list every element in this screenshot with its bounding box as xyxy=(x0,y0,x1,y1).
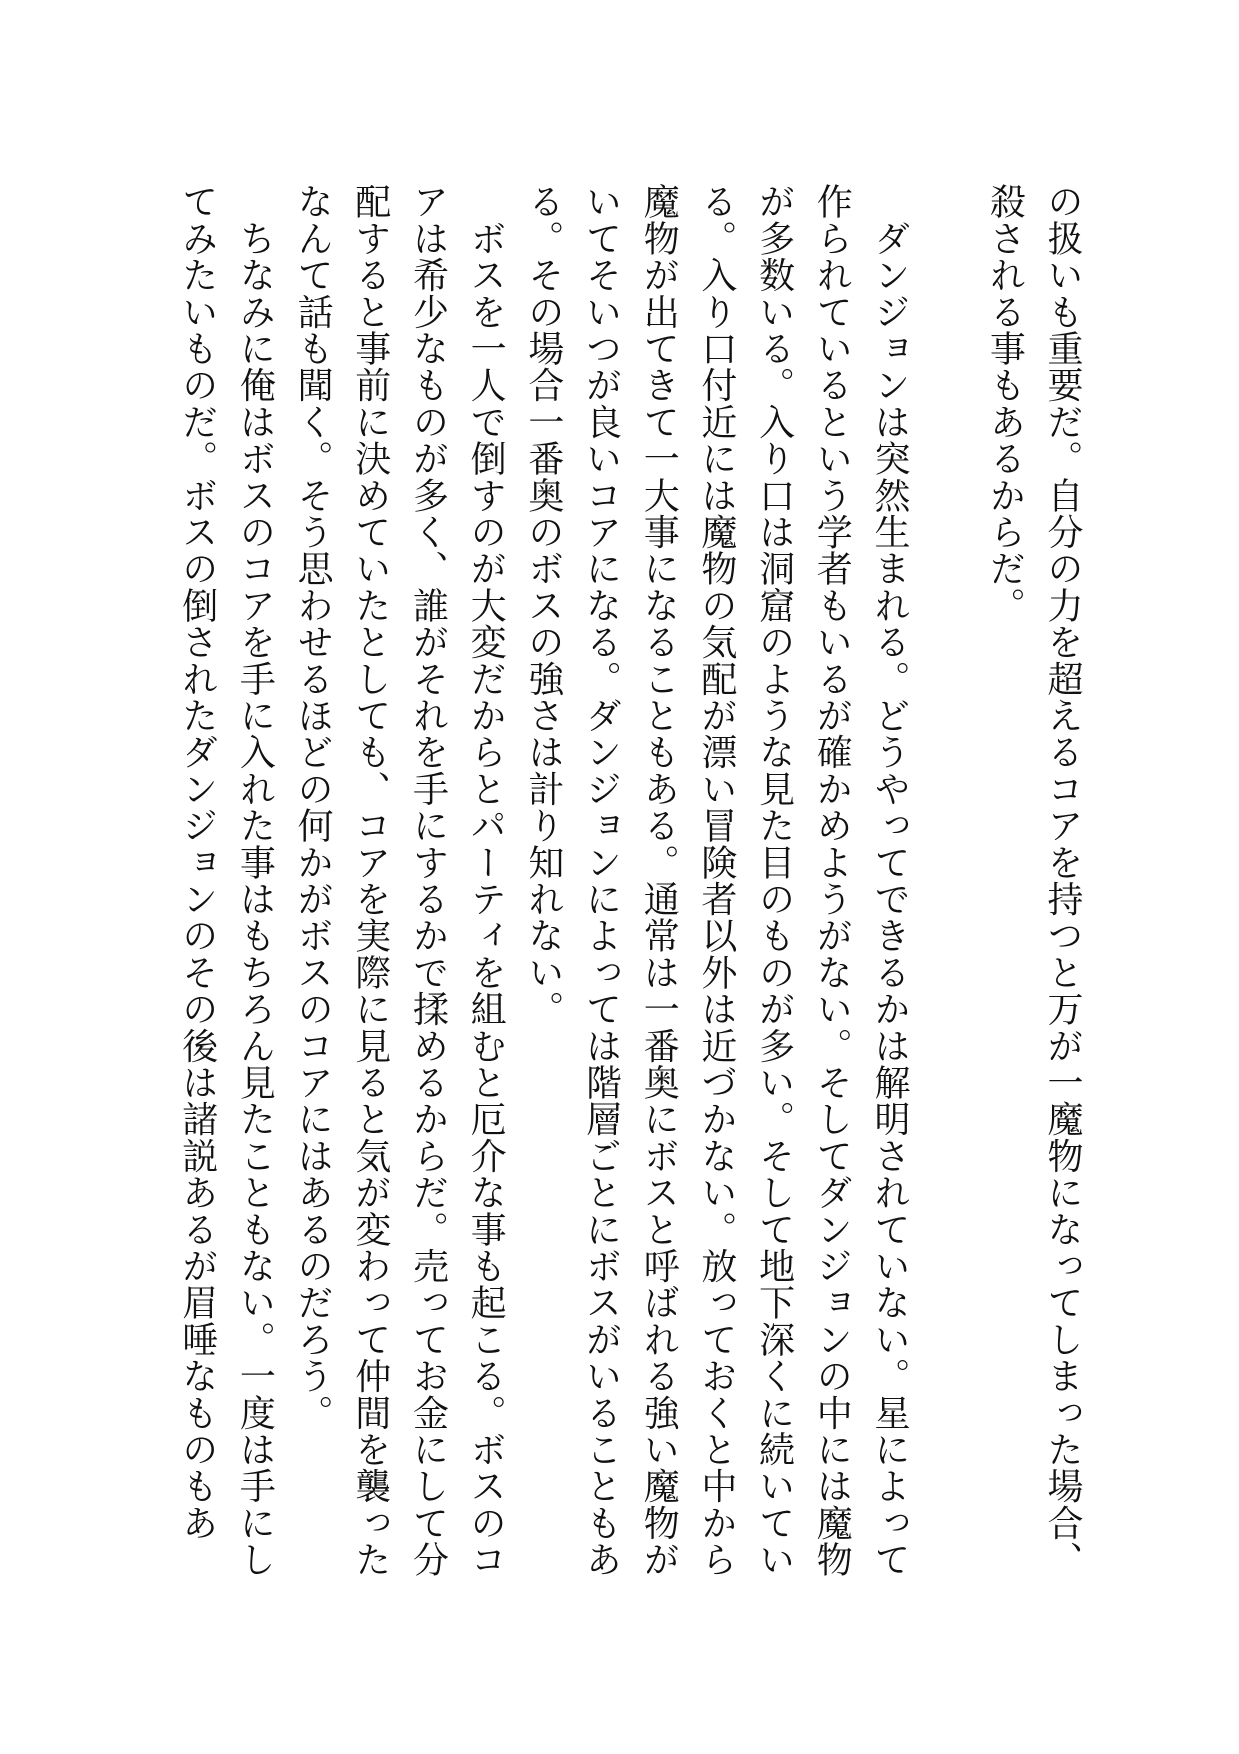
text-line: 作られているという学者もいるが確かめようがない。そしてダンジョンの中には魔物 xyxy=(811,183,853,1578)
text-line: てみたいものだ。ボスの倒されたダンジョンのその後は諸説あるが眉唾なものもあ xyxy=(176,183,218,1541)
text-line: る。入り口付近には魔物の気配が漂い冒険者以外は近づかない。放っておくと中から xyxy=(695,183,737,1578)
text-line: る。その場合一番奥のボスの強さは計り知れない。 xyxy=(522,183,564,1028)
text-line: アは希少なものが多く、誰がそれを手にするかで揉めるからだ。売ってお金にして分 xyxy=(407,183,449,1578)
text-line: が多数いる。入り口は洞窟のような見た目のものが多い。そして地下深くに続いてい xyxy=(753,183,795,1578)
text-line: 魔物が出てきて一大事になることもある。通常は一番奥にボスと呼ばれる強い魔物が xyxy=(638,183,680,1578)
text-line: いてそいつが良いコアになる。ダンジョンによっては階層ごとにボスがいることもあ xyxy=(580,183,622,1578)
text-line: の扱いも重要だ。自分の力を超えるコアを持つと万が一魔物になってしまった場合、 xyxy=(1042,183,1083,1578)
text-line: 配すると事前に決めていたとしても、コアを実際に見ると気が変わって仲間を襲った xyxy=(349,183,391,1578)
text-line: ボスを一人で倒すのが大変だからとパーティを組むと厄介な事も起こる。ボスのコ xyxy=(465,183,507,1578)
vertical-text-body xyxy=(168,183,1091,1603)
text-line: ダンジョンは突然生まれる。どうやってできるかは解明されていない。星によって xyxy=(868,183,910,1578)
blank-line xyxy=(918,183,976,1603)
text-line: 殺される事もあるからだ。 xyxy=(984,183,1026,624)
text-line: ちなみに俺はボスのコアを手に入れた事はもちろん見たこともない。一度は手にし xyxy=(234,183,276,1578)
text-line: なんて話も聞く。そう思わせるほどの何かがボスのコアにはあるのだろう。 xyxy=(292,183,334,1431)
